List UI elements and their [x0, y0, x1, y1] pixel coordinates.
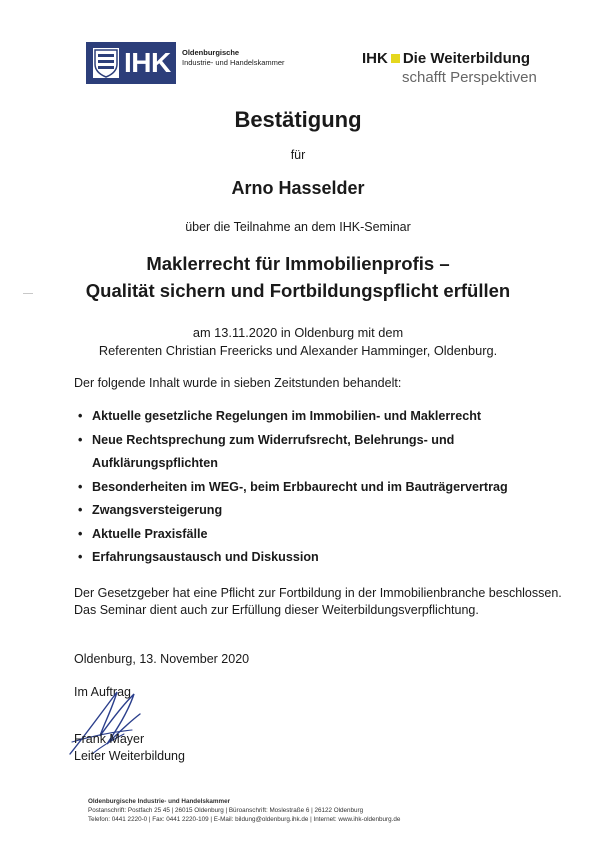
- org-line-1: Oldenburgische: [182, 48, 240, 57]
- bullet: •: [78, 526, 83, 541]
- coat-of-arms-icon: [93, 48, 119, 78]
- footer-contact: Telefon: 0441 2220-0 | Fax: 0441 2220-109 | E-Mail: bildung@oldenburg.ihk.de | Internet: www.ihk-oldenburg.de: [88, 816, 401, 823]
- signer-name: Frank Mayer: [74, 732, 145, 746]
- bullet: •: [78, 503, 83, 517]
- seminar-title-line-2: Qualität sichern und Fortbildungspflicht erfüllen: [85, 280, 511, 301]
- topic-text: Aufklärungspflichten: [92, 456, 218, 470]
- list-item: [78, 523, 558, 547]
- slogan-subtitle: schafft Perspektiven: [402, 69, 537, 86]
- document-title: Bestätigung: [234, 107, 362, 132]
- bullet: •: [78, 550, 83, 564]
- slogan-title: [362, 50, 530, 68]
- for-label: für: [290, 148, 306, 162]
- date-line-1: am 13.11.2020 in Oldenburg mit dem: [192, 325, 404, 340]
- logo-text: IHK: [124, 47, 171, 78]
- list-item: [78, 476, 558, 500]
- organization-name: [182, 48, 285, 68]
- topic-text: Aktuelle Praxisfälle: [92, 526, 208, 541]
- closing-line-1: Der Gesetzgeber hat eine Pflicht zur Fortbildung in der Immobilienbranche beschlossen.: [74, 586, 562, 600]
- participation-text: über die Teilnahme an dem IHK-Seminar: [185, 220, 411, 234]
- topic-text: Zwangsversteigerung: [92, 503, 223, 517]
- list-item: [78, 405, 558, 429]
- list-item-continuation: [78, 452, 558, 476]
- slogan-brand: IHK: [362, 50, 388, 67]
- recipient-name: Arno Hasselder: [231, 178, 365, 198]
- footer-address: Postanschrift: Postfach 25 45 | 26015 Oldenburg | Büroanschrift: Moslestraße 6 | 26122 Oldenburg: [88, 807, 364, 814]
- content-intro: Der folgende Inhalt wurde in sieben Zeitstunden behandelt:: [74, 376, 402, 390]
- on-behalf-label: Im Auftrag: [74, 685, 131, 699]
- closing-line-2: Das Seminar dient auch zur Erfüllung dieser Weiterbildungsverpflichtung.: [74, 603, 479, 617]
- bullet: •: [78, 479, 83, 494]
- topic-text: Neue Rechtsprechung zum Widerrufsrecht, Belehrungs- und: [92, 432, 455, 447]
- topic-text: Aktuelle gesetzliche Regelungen im Immobilien- und Maklerrecht: [92, 409, 482, 423]
- signer-title: Leiter Weiterbildung: [74, 749, 185, 763]
- topic-text: Besonderheiten im WEG-, beim Erbbaurecht und im Bauträgervertrag: [92, 479, 508, 494]
- footer-organization: Oldenburgische Industrie- und Handelskammer: [88, 798, 231, 805]
- list-item: [78, 429, 558, 453]
- org-line-2: Industrie- und Handelskammer: [182, 58, 285, 67]
- list-item: [78, 546, 558, 570]
- place-date: Oldenburg, 13. November 2020: [74, 652, 250, 666]
- seminar-title-line-1: Maklerrecht für Immobilienprofis –: [146, 253, 450, 274]
- topic-list: [78, 405, 558, 570]
- topic-text: Erfahrungsaustausch und Diskussion: [92, 550, 319, 564]
- date-line-2: Referenten Christian Freericks und Alexander Hamminger, Oldenburg.: [98, 343, 498, 358]
- bullet: •: [78, 432, 83, 447]
- yellow-square-icon: [391, 54, 400, 63]
- bullet: •: [78, 409, 83, 423]
- slogan-bold: Die Weiterbildung: [402, 50, 531, 67]
- list-item: [78, 499, 558, 523]
